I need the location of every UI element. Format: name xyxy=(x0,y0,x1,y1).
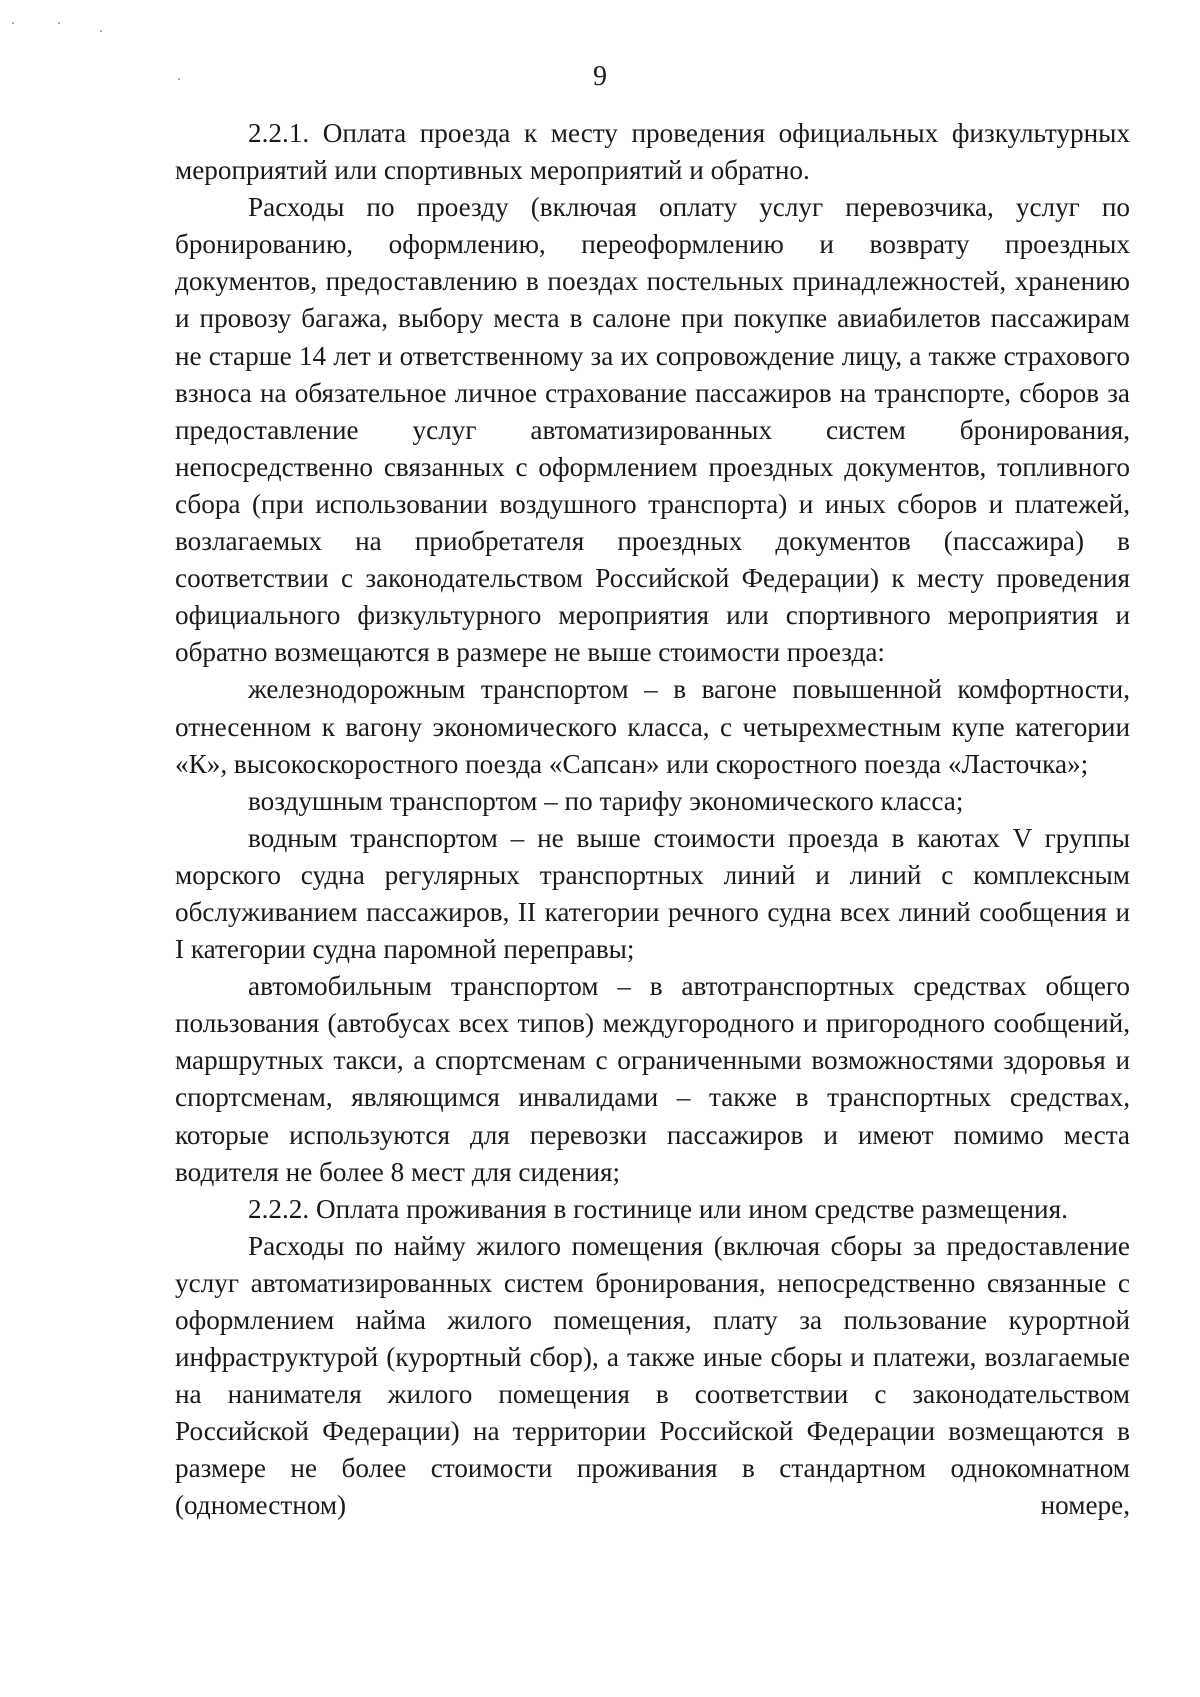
page-number: 9 xyxy=(593,61,607,92)
paragraph-water-transport: водным транспортом – не выше стоимости проезда в каютах V группы морского судна регулярных транспортных линий и линий с комплексным обслуживанием пассажиров, II категории речного судна всех линий сообщения и I категории судна паромной переправы; xyxy=(175,822,1130,965)
paragraph-air-transport: воздушным транспортом – по тарифу экономического класса; xyxy=(248,785,964,816)
paragraph-travel-expenses: Расходы по проезду (включая оплату услуг перевозчика, услуг по бронированию, оформлению, переоформлению и возврату проездных документов, предоставлению в поездах постельных принадлежностей, хранению и провозу багажа, выбору места в салоне при покупке авиабилетов пассажирам не старше 14 лет и ответственному за их сопровождение лицу, а также страхового взноса на обязательное личное страхование пассажиров на транспорте, сборов за предоставление услуг автоматизированных систем бронирования, непосредственно связанных с оформлением проездных документов, топливного сбора (при использовании воздушного транспорта) и иных сборов и платежей, возлагаемых на приобретателя проездных документов (пассажира) в соответствии с законодательством Российской Федерации) к месту проведения официального физкультурного мероприятия или спортивного мероприятия и обратно возмещаются в размере не выше стоимости проезда: xyxy=(175,192,1130,668)
scan-speck xyxy=(58,22,60,24)
paragraph-road-transport: автомобильным транспортом – в автотранспортных средствах общего пользования (автобусах всех типов) междугородного и пригородного сообщений, маршрутных такси, а спортсменам с ограниченными возможностями здоровья и спортсменам, являющимся инвалидами – также в транспортных средствах, которые используются для перевозки пассажиров и имеют помимо места водителя не более 8 мест для сидения; xyxy=(175,971,1130,1187)
paragraph-rail-transport: железнодорожным транспортом – в вагоне повышенной комфортности, отнесенном к вагону экономического класса, с четырехместным купе категории «К», высокоскоростного поезда «Сапсан» или скоростного поезда «Ласточка»; xyxy=(175,674,1130,779)
scan-speck xyxy=(12,22,14,24)
paragraph-2-2-1-heading: 2.2.1. Оплата проезда к месту проведения официальных физкультурных мероприятий или спортивных мероприятий и обратно. xyxy=(175,118,1130,186)
scan-speck xyxy=(100,30,102,32)
paragraph-accommodation-expenses: Расходы по найму жилого помещения (включая сборы за предоставление услуг автоматизированных систем бронирования, непосредственно связанные с оформлением найма жилого помещения, плату за пользование курортной инфраструктурой (курортный сбор), а также иные сборы и платежи, возлагаемые на нанимателя жилого помещения в соответствии с законодательством Российской Федерации) на территории Российской Федерации возмещаются в размере не более стоимости проживания в стандартном однокомнатном (одноместном) номере, xyxy=(175,1230,1130,1521)
paragraph-2-2-2-heading: 2.2.2. Оплата проживания в гостинице или ином средстве размещения. xyxy=(248,1193,1068,1224)
document-body xyxy=(175,115,1130,1525)
